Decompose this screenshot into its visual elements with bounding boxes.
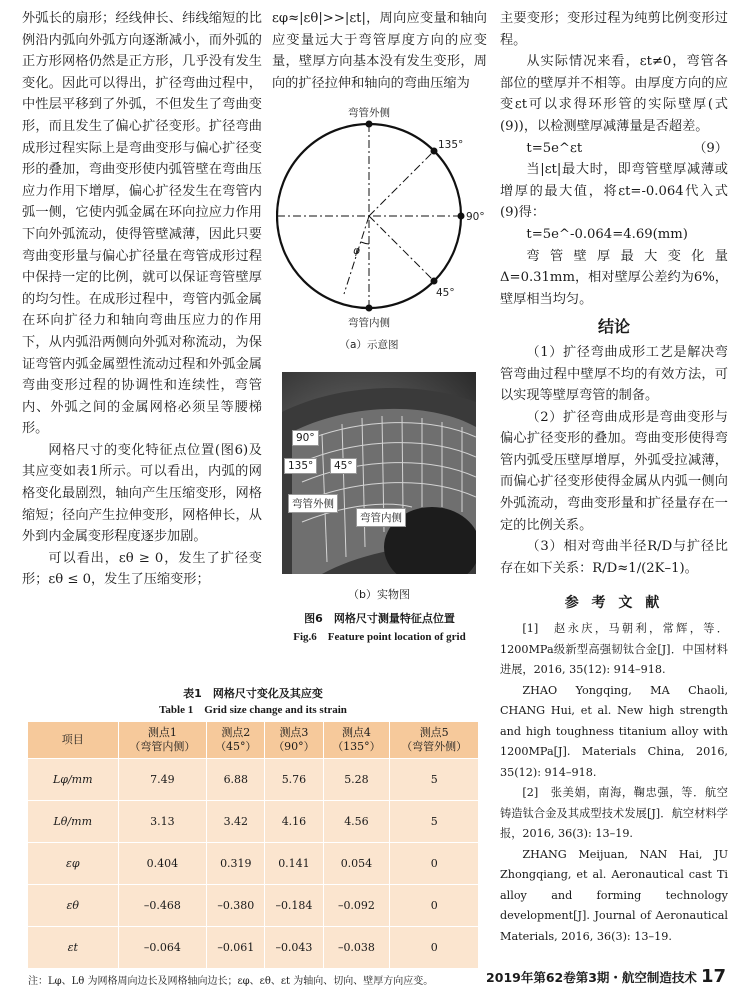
- table-row: [28, 927, 478, 969]
- body-paragraph: εφ≈|εθ|>>|εt|，周向应变量和轴向应变量远大于弯管厚度方向的应变量，壁厚方向基本没有发生变形，周向的扩径拉伸和轴向的弯曲压缩为: [272, 11, 487, 91]
- equation-result: t=5e^-0.064=4.69(mm): [526, 226, 688, 242]
- table-cell: –0.043: [265, 927, 323, 969]
- table-cell: 0: [390, 885, 478, 927]
- table-title-cn: 表1 网格尺寸变化及其应变: [183, 687, 323, 700]
- reference-item: [2] 张美娟，南海，鞠忠强，等．航空铸造钛合金及其成型技术发展[J]．航空材料学报，2016, 36(3): 13–19.: [500, 786, 728, 841]
- label-135: 135°: [438, 139, 464, 151]
- table-header-row: [28, 722, 478, 759]
- table-1: [28, 686, 478, 987]
- journal-issue: 2019年第62卷第3期・航空制造技术: [486, 970, 697, 985]
- table-row: [28, 801, 478, 843]
- body-paragraph: 主要变形；变形过程为纯剪比例变形过程。: [500, 11, 728, 48]
- table-cell: εφ: [28, 843, 118, 885]
- body-paragraph: 弯管壁厚最大变化量Δ=0.31mm，相对壁厚公差约为6%，壁厚相当均匀。: [500, 248, 728, 307]
- table-cell: –0.184: [265, 885, 323, 927]
- page-number: 17: [700, 966, 726, 987]
- table-cell: 0.404: [118, 843, 207, 885]
- table-cell: –0.468: [118, 885, 207, 927]
- table-header-cell: 测点4 （135°）: [323, 722, 390, 759]
- equation-9: [500, 138, 728, 160]
- label-outer: 弯管外侧: [348, 107, 390, 119]
- figure-6-title-cn: 图6 网格尺寸测量特征点位置: [304, 612, 455, 625]
- conclusion-item: （1）扩径弯曲成形工艺是解决弯管弯曲过程中壁厚不均的有效方法，可以实现等壁厚弯管的制备。: [500, 344, 728, 404]
- equation-9-body: t=5e^εt: [526, 140, 583, 156]
- point-inner: [366, 305, 373, 312]
- point-outer: [366, 121, 373, 128]
- body-paragraph: 从实际情况来看，εt≠0，弯管各部位的壁厚并不相等。由厚度方向的应变εt可以求得环形管的实际壁厚(式(9))，以检测壁厚减薄量是否超差。: [500, 54, 728, 134]
- references-heading: 参 考 文 献: [564, 595, 664, 612]
- photo-label-inner: 弯管内侧: [356, 508, 406, 527]
- table-cell: –0.038: [323, 927, 390, 969]
- table-cell: 4.16: [265, 801, 323, 843]
- table-header-cell: 测点3 （90°）: [265, 722, 323, 759]
- reference-item-en: ZHAO Yongqing, MA Chaoli, CHANG Hui, et al. New high strength and high toughness titanium alloy with 1200MPa[J]. Materials China, 2016, 35(12): 914–918.: [500, 683, 728, 779]
- table-cell: 0.319: [207, 843, 265, 885]
- table-cell: 6.88: [207, 759, 265, 801]
- label-90: 90°: [466, 211, 485, 223]
- table-cell: 5: [390, 759, 478, 801]
- table-cell: 5.76: [265, 759, 323, 801]
- table-cell: 5: [390, 801, 478, 843]
- point-45: [431, 278, 438, 285]
- table-cell: 0.054: [323, 843, 390, 885]
- figure-6-title-en: Fig.6 Feature point location of grid: [293, 631, 466, 643]
- table-row: [28, 885, 478, 927]
- column-left: [22, 8, 262, 591]
- table-header-cell: 测点5 （弯管外侧）: [390, 722, 478, 759]
- body-paragraph: 当|εt|最大时，即弯管壁厚减薄或增厚的最大值，将εt=-0.064代入式(9)得：: [500, 162, 728, 221]
- table-cell: –0.064: [118, 927, 207, 969]
- table-cell: Lθ/mm: [28, 801, 118, 843]
- photo-label-45: 45°: [330, 458, 357, 474]
- figure-6b-photo: [282, 372, 476, 574]
- reference-item-en: ZHANG Meijuan, NAN Hai, JU Zhongqiang, et al. Aeronautical cast Ti alloy and forming technology development[J]. Journal of Aeronautical Materials, 2016, 36(3): 13–19.: [500, 847, 728, 943]
- conclusion-heading: 结论: [597, 317, 630, 337]
- table-cell: εθ: [28, 885, 118, 927]
- table-cell: 5.28: [323, 759, 390, 801]
- table-cell: 7.49: [118, 759, 207, 801]
- label-inner: 弯管内侧: [348, 317, 390, 329]
- table-cell: Lφ/mm: [28, 759, 118, 801]
- radius-45: [369, 216, 434, 281]
- table-cell: 0: [390, 927, 478, 969]
- photo-label-outer: 弯管外侧: [288, 494, 338, 513]
- point-90: [458, 213, 465, 220]
- table-cell: –0.061: [207, 927, 265, 969]
- table-cell: εt: [28, 927, 118, 969]
- column-right: [500, 8, 728, 947]
- table-cell: 3.42: [207, 801, 265, 843]
- strain-table: [28, 722, 478, 968]
- conclusion-item: （3）相对弯曲半径R/D与扩径比存在如下关系：R/D≈1/(2K–1)。: [500, 539, 728, 576]
- table-cell: 0: [390, 843, 478, 885]
- photo-label-135: 135°: [284, 458, 317, 474]
- body-paragraph: 可以看出，εθ ≥ 0，发生了扩径变形；εθ ≤ 0，发生了压缩变形；: [22, 550, 262, 588]
- table-cell: –0.092: [323, 885, 390, 927]
- page-footer: [486, 966, 726, 987]
- caption-b: （b）实物图: [348, 588, 410, 601]
- table-header-cell: 项目: [28, 722, 118, 759]
- conclusion-item: （2）扩径弯曲成形是弯曲变形与偏心扩径变形的叠加。弯曲变形使得弯管内弧受压壁厚增厚，外弧受拉减薄，而偏心扩径变形使得金属从内弧一侧向外弧流动，弯曲变形量和扩径量存在一定的比例关系。: [500, 409, 728, 533]
- table-header-cell: 测点2 （45°）: [207, 722, 265, 759]
- figure-6a-schematic: [276, 104, 486, 354]
- column-middle: [272, 8, 487, 94]
- table-cell: 3.13: [118, 801, 207, 843]
- point-135: [431, 148, 438, 155]
- table-cell: –0.380: [207, 885, 265, 927]
- body-paragraph: 网格尺寸的变化特征点位置(图6)及其应变如表1所示。可以看出，内弧的网格变化最剧烈，轴向产生压缩变形，网格缩短；径向产生拉伸变形，网格伸长，从外到内金属变形程度逐步加剧。: [22, 442, 262, 545]
- table-header-cell: 测点1 （弯管内侧）: [118, 722, 207, 759]
- phi-arc: [361, 242, 369, 244]
- photo-label-90: 90°: [292, 430, 319, 446]
- table-row: [28, 759, 478, 801]
- table-title-en: Table 1 Grid size change and its strain: [159, 704, 347, 716]
- caption-a: （a）示意图: [339, 339, 399, 351]
- reference-list: [500, 619, 728, 947]
- table-note: 注：Lφ、Lθ 为网格周向边长及网格轴向边长；εφ、εθ、εt 为轴向、切向、壁厚方向应变。: [28, 976, 434, 987]
- body-paragraph: 外弧长的扇形；经线伸长、纬线缩短的比例沿内弧向外弧方向逐渐减小，而外弧的正方形网格仍然是正方形，几乎没有发生变化。因此可以得出，扩径弯曲过程中，中性层平移到了外弧，不但发生了弯曲变形，而且发生了偏心扩径变形。扩径弯曲成形过程实际上是弯曲变形与偏心扩径变形的叠加，弯曲变形使内弧管壁在弯曲压应力作用下增厚，偏心扩径发生在弯管内弧一侧，它使内弧金属在环向拉应力作用下向外弧流动，使得管壁减薄，因此只要弯曲变形量与偏心扩径量在弯管成形过程中保持一定的比例，就可以保证弯管壁厚的均匀性。在成形过程中，弯管内弧金属在环向扩径力和轴向弯曲压应力的作用下，从内弧沿两侧向外弧对称流动，为保证弯管内弧金属塑性流动过程和外弧金属弯曲变形过程的协调性和连续性，弯管内、外弧之间的金属网格必须呈等腰梯形。: [22, 11, 262, 437]
- radius-135: [369, 151, 434, 216]
- table-cell: 0.141: [265, 843, 323, 885]
- label-phi: φ: [353, 245, 360, 257]
- reference-item: [1] 赵永庆，马朝利，常辉，等．1200MPa级新型高强韧钛合金[J]．中国材料进展，2016, 35(12): 914–918.: [500, 622, 728, 677]
- table-cell: 4.56: [323, 801, 390, 843]
- label-45: 45°: [436, 287, 455, 299]
- equation-9-number: （9）: [693, 140, 728, 156]
- table-row: [28, 843, 478, 885]
